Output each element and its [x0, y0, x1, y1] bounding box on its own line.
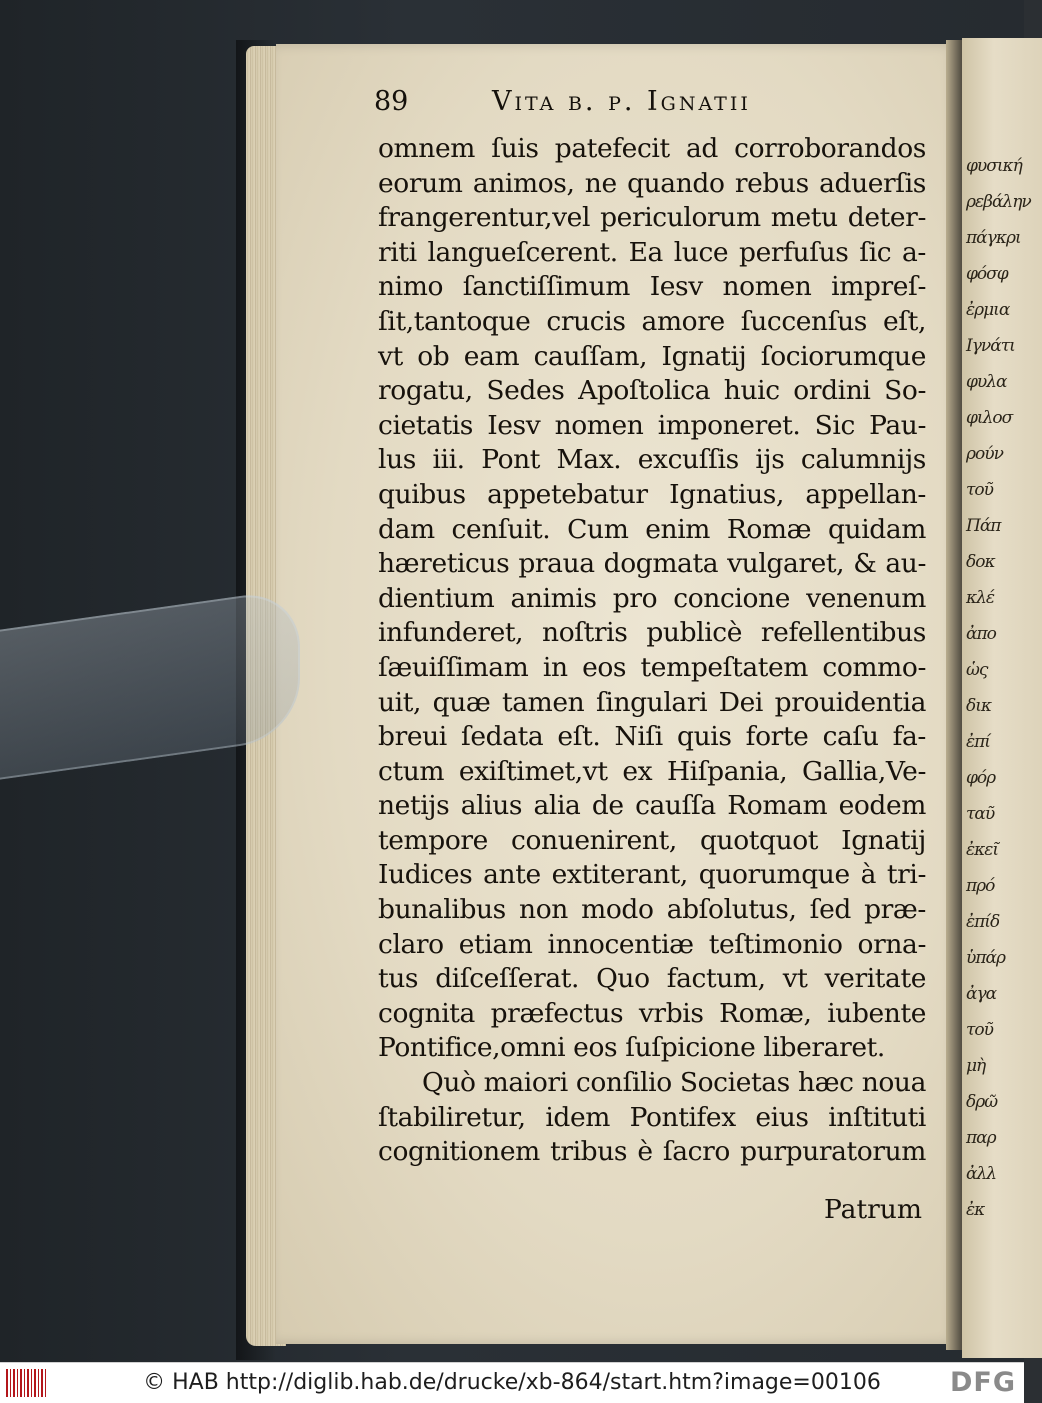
text-line: infunderet, noſtris publicè refellentibus: [378, 617, 926, 649]
text-line: hæreticus praua dogmata vulgaret, & au-: [378, 548, 926, 580]
facing-page-fragment: ταῦ: [966, 804, 995, 824]
text-line: vt ob eam cauſſam, Ignatij ſociorumque: [378, 340, 926, 372]
facing-page-fragment: τοῦ: [966, 480, 993, 500]
text-line: eorum animos, ne quando rebus aduerſis: [378, 167, 926, 199]
facing-page-fragment: δοκ: [966, 552, 995, 572]
text-line: omnem ſuis patefecit ad corroborandos: [378, 133, 926, 164]
facing-page-fragment: τοῦ: [966, 1020, 993, 1040]
text-line: uit, quæ tamen ſingulari Dei prouidentia: [378, 686, 926, 718]
text-line: cietatis Iesv nomen imponeret. Sic Pau-: [378, 409, 926, 441]
text-line: Quò maiori conſilio Societas hæc noua: [422, 1067, 926, 1099]
facing-page-fragment: δρῶ: [966, 1092, 998, 1112]
facing-page-fragment: ὑπάρ: [966, 948, 1005, 968]
text-line: ſtabiliretur, idem Pontifex eius inſtituti: [378, 1101, 926, 1133]
catchword: Patrum: [824, 1194, 922, 1225]
text-line: riti langueſcerent. Ea luce perfuſus ſic a-: [378, 236, 926, 268]
facing-page-fragment: ἐκεῖ: [966, 840, 999, 860]
text-line: ctum exiſtimet,vt ex Hiſpania, Gallia,Ve-: [378, 755, 926, 787]
facing-page-fragment: Πάπ: [966, 516, 1001, 536]
facing-page-fragment: πάγκρι: [966, 228, 1021, 248]
page-number: 89: [374, 86, 409, 117]
body-text: [378, 132, 926, 1170]
text-line: breui ſedata eſt. Niſi quis forte caſu fa-: [378, 721, 926, 753]
copyright-text[interactable]: © HAB http://diglib.hab.de/drucke/xb-864/start.htm?image=00106: [143, 1370, 881, 1395]
facing-page-fragment: ἐπί: [966, 732, 990, 752]
facing-page-fragment: ρεβάλην: [966, 192, 1031, 212]
facing-page-fragment: ἐρμια: [966, 300, 1010, 320]
text-line: bunalibus non modo abſolutus, ſed præ-: [378, 894, 926, 926]
text-line: rogatu, Sedes Apoſtolica huic ordini So-: [378, 375, 926, 407]
facing-page-fragment: φιλοσ: [966, 408, 1013, 428]
text-line: cognita præfectus vrbis Romæ, iubente: [378, 997, 926, 1029]
facing-page-fragment: φυλα: [966, 372, 1007, 392]
text-line: lus iii. Pont Max. excuſſis ijs calumnijs: [378, 444, 926, 476]
text-line: netijs alius alia de cauſſa Romam eodem: [378, 790, 926, 822]
facing-page-fragment: κλέ: [966, 588, 995, 608]
facing-page-fragment: πρό: [966, 876, 995, 896]
facing-page-fragment: ἀπο: [966, 624, 996, 644]
text-line: claro etiam innocentiæ teſtimonio orna-: [378, 928, 926, 960]
facing-page-fragment: ρούν: [966, 444, 1003, 464]
text-line: dientium animis pro concione venenum: [378, 582, 926, 614]
facing-page-fragment: παρ: [966, 1128, 996, 1148]
text-line: cognitionem tribus è ſacro purpuratorum: [378, 1136, 926, 1168]
text-line: frangerentur,vel periculorum metu deter-: [378, 202, 926, 234]
dfg-logo: DFG: [949, 1367, 1016, 1398]
text-line: dam cenſuit. Cum enim Romæ quidam: [378, 513, 926, 545]
text-line: tus diſceſſerat. Quo factum, vt veritate: [378, 963, 926, 995]
text-line: Pontifice,omni eos ſuſpicione liberaret.: [378, 1032, 885, 1064]
facing-page-fragment: φυσική: [966, 156, 1022, 176]
facing-page-fragment: ἀλλ: [966, 1164, 997, 1184]
facing-page-fragment: ἐκ: [966, 1200, 985, 1220]
facing-page-fragment: φόσφ: [966, 264, 1008, 284]
facing-page: [962, 38, 1042, 1358]
text-line: nimo ſanctiſſimum Iesv nomen impreſ-: [378, 271, 926, 303]
text-line: quibus appetebatur Ignatius, appellan-: [378, 478, 926, 510]
facing-page-fragment: ἀγα: [966, 984, 997, 1004]
facing-page-fragment: μὴ: [966, 1056, 986, 1076]
viewer-footer: [0, 1362, 1024, 1403]
page-header: [374, 86, 914, 126]
facing-page-fragment: ὡς: [966, 660, 988, 680]
facing-page-fragment: φόρ: [966, 768, 996, 788]
text-line: Iudices ante extiterant, quorumque à tri-: [378, 859, 926, 891]
text-line: ſæuiſſimam in eos tempeſtatem commo-: [378, 651, 926, 683]
facing-page-fragment: Ιγνάτι: [966, 336, 1015, 356]
running-title: Vita b. p. Ignatii: [492, 86, 751, 117]
facing-page-fragment: ἐπίδ: [966, 912, 1000, 932]
text-line: tempore conuenirent, quotquot Ignatij: [378, 824, 926, 856]
text-line: ſit,tantoque crucis amore ſuccenſus eſt,: [378, 305, 926, 337]
facing-page-fragment: δικ: [966, 696, 992, 716]
